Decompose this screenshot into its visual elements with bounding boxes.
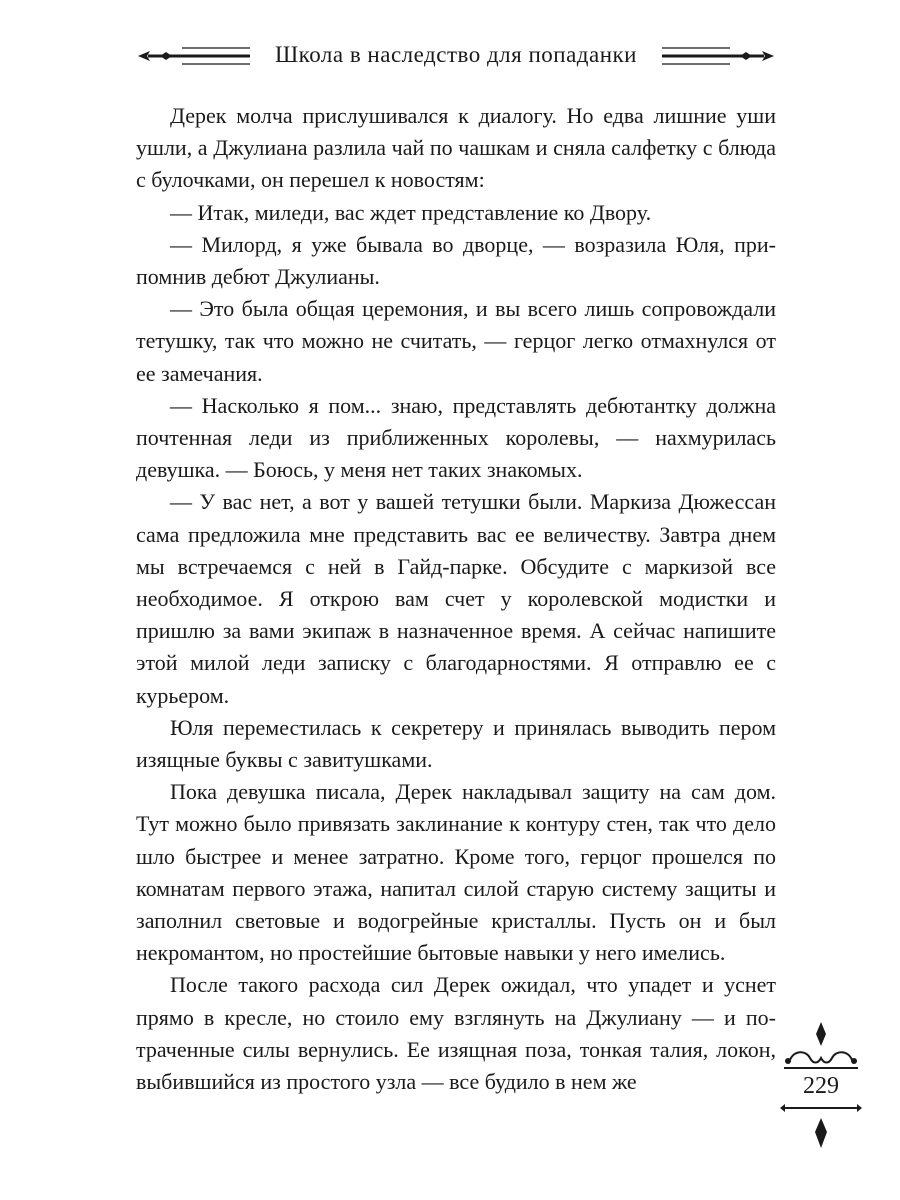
running-header (138, 38, 774, 78)
arrow-rule-ornament-icon (662, 38, 774, 78)
running-title: Школа в наследство для попаданки (274, 42, 637, 67)
paragraph: — Итак, миледи, вас ждет представление ко Двору. (170, 199, 652, 225)
folio (780, 1020, 862, 1150)
arrow-rule-ornament-icon (138, 38, 250, 78)
page-number: 229 (803, 1073, 839, 1099)
paragraph: — Это была общая церемония, и вы всего лишь сопровождали тетушку, так что можно не считать, — герцог легко отмахнулся от ее замечания. (136, 296, 776, 386)
paragraph: Пока девушка писала, Дерек накладывал защиту на сам дом. Тут можно было привязать заклинание к контуру стен, так что дело шло быстрее и менее затратно. Кроме того, герцог прошелся по комнатам первого этажа, напитал силой старую систему защиты и заполнил световые и водогрейные кристаллы. Пусть он и был некромантом, но простейшие бытовые навыки у него имелись. (136, 779, 776, 966)
paragraph: Дерек молча прислушивался к диалогу. Но едва лишние уши ушли, а Джулиана разлила чай по чашкам и сняла салфетку с блюда с булочками, он перешел к новостям: (136, 103, 776, 193)
paragraph: Юля переместилась к секретеру и принялась выводить пером изящные буквы с завитушками. (136, 714, 776, 773)
paragraph: — Насколько я пом... знаю, представлять дебютантку должна почтенная леди из приближенных королевы, — нахмурилась девушка. — Боюсь, у меня нет таких знакомых. (136, 392, 776, 483)
paragraph: — У вас нет, а вот у вашей тетушки были. Маркиза Дюжессан сама предложила мне представить вас ее величеству. Завтра днем мы встречаемся с ней в Гайд-парке. Обсудите с маркизой все необходимое. Я открою вам счет у королевской модистки и пришлю за вами экипаж в назначенное время. А сейчас напишите этой милой леди записку с благодарностями. Я отправлю ее с курьером. (136, 489, 776, 708)
body-text (136, 100, 776, 1098)
paragraph: После такого расхода сил Дерек ожидал, что упадет и уснет прямо в кресле, но стоило ему взглянуть на Джулиану — и потраченные силы вернулись. Ее изящная поза, тонкая талия, локон, выбившийся из простого узла — все будило в нем же (136, 972, 776, 1095)
paragraph: — Милорд, я уже бывала во дворце, — возразила Юля, припомнив дебют Джулианы. (136, 231, 776, 290)
